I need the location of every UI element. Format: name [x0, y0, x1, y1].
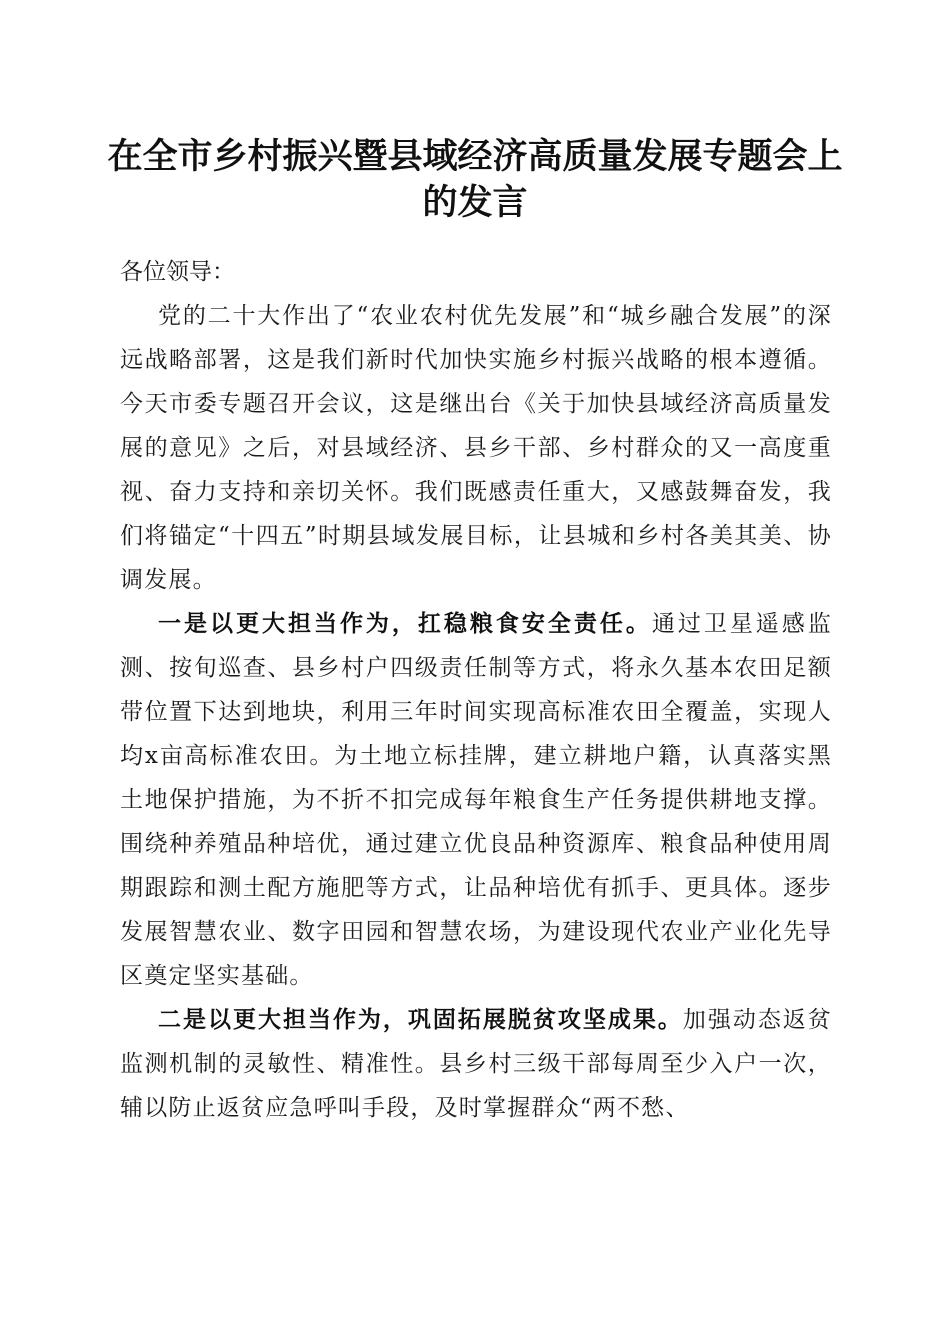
paragraph-text: 通过卫星遥感监测、按旬巡查、县乡村户四级责任制等方式，将永久基本农田足额带位置下达到地块，利用三年时间实现高标准农田全覆盖，实现人均x亩高标准农田。为土地立标挂牌，建立耕地户籍，认真落实黑土地保护措施，为不折不扣完成每年粮食生产任务提供耕地支撑。围绕种养殖品种培优，通过建立优良品种资源库、粮食品种使用周期跟踪和测土配方施肥等方式，让品种培优有抓手、更具体。逐步发展智慧农业、数字田园和智慧农场，为建设现代农业产业化先导区奠定坚实基础。 — [120, 611, 832, 989]
salutation: 各位领导： — [120, 259, 235, 285]
paragraph-grain-security — [120, 602, 832, 998]
paragraph-poverty-alleviation — [120, 998, 832, 1130]
paragraph-text: 加强动态返贫监测机制的灵敏性、精准性。县乡村三级干部每周至少入户一次，辅以防止返贫应急呼叫手段，及时掌握群众“两不愁、 — [120, 1007, 833, 1121]
paragraph-lead: 一是以更大担当作为，扛稳粮食安全责任。 — [158, 610, 652, 637]
document-body — [120, 250, 832, 1130]
document-title: 在全市乡村振兴暨县域经济高质量发展专题会上的发言 — [107, 136, 843, 223]
paragraph-lead: 二是以更大担当作为，巩固拓展脱贫攻坚成果。 — [158, 1006, 683, 1033]
paragraph-text: 党的二十大作出了“农业农村优先发展”和“城乡融合发展”的深远战略部署，这是我们新时代加快实施乡村振兴战略的根本遵循。今天市委专题召开会议，这是继出台《关于加快县域经济高质量发展的意见》之后，对县域经济、县乡干部、乡村群众的又一高度重视、奋力支持和亲切关怀。我们既感责任重大，又感鼓舞奋发，我们将锚定“十四五”时期县域发展目标，让县城和乡村各美其美、协调发展。 — [120, 303, 832, 593]
paragraph-intro — [120, 294, 832, 602]
